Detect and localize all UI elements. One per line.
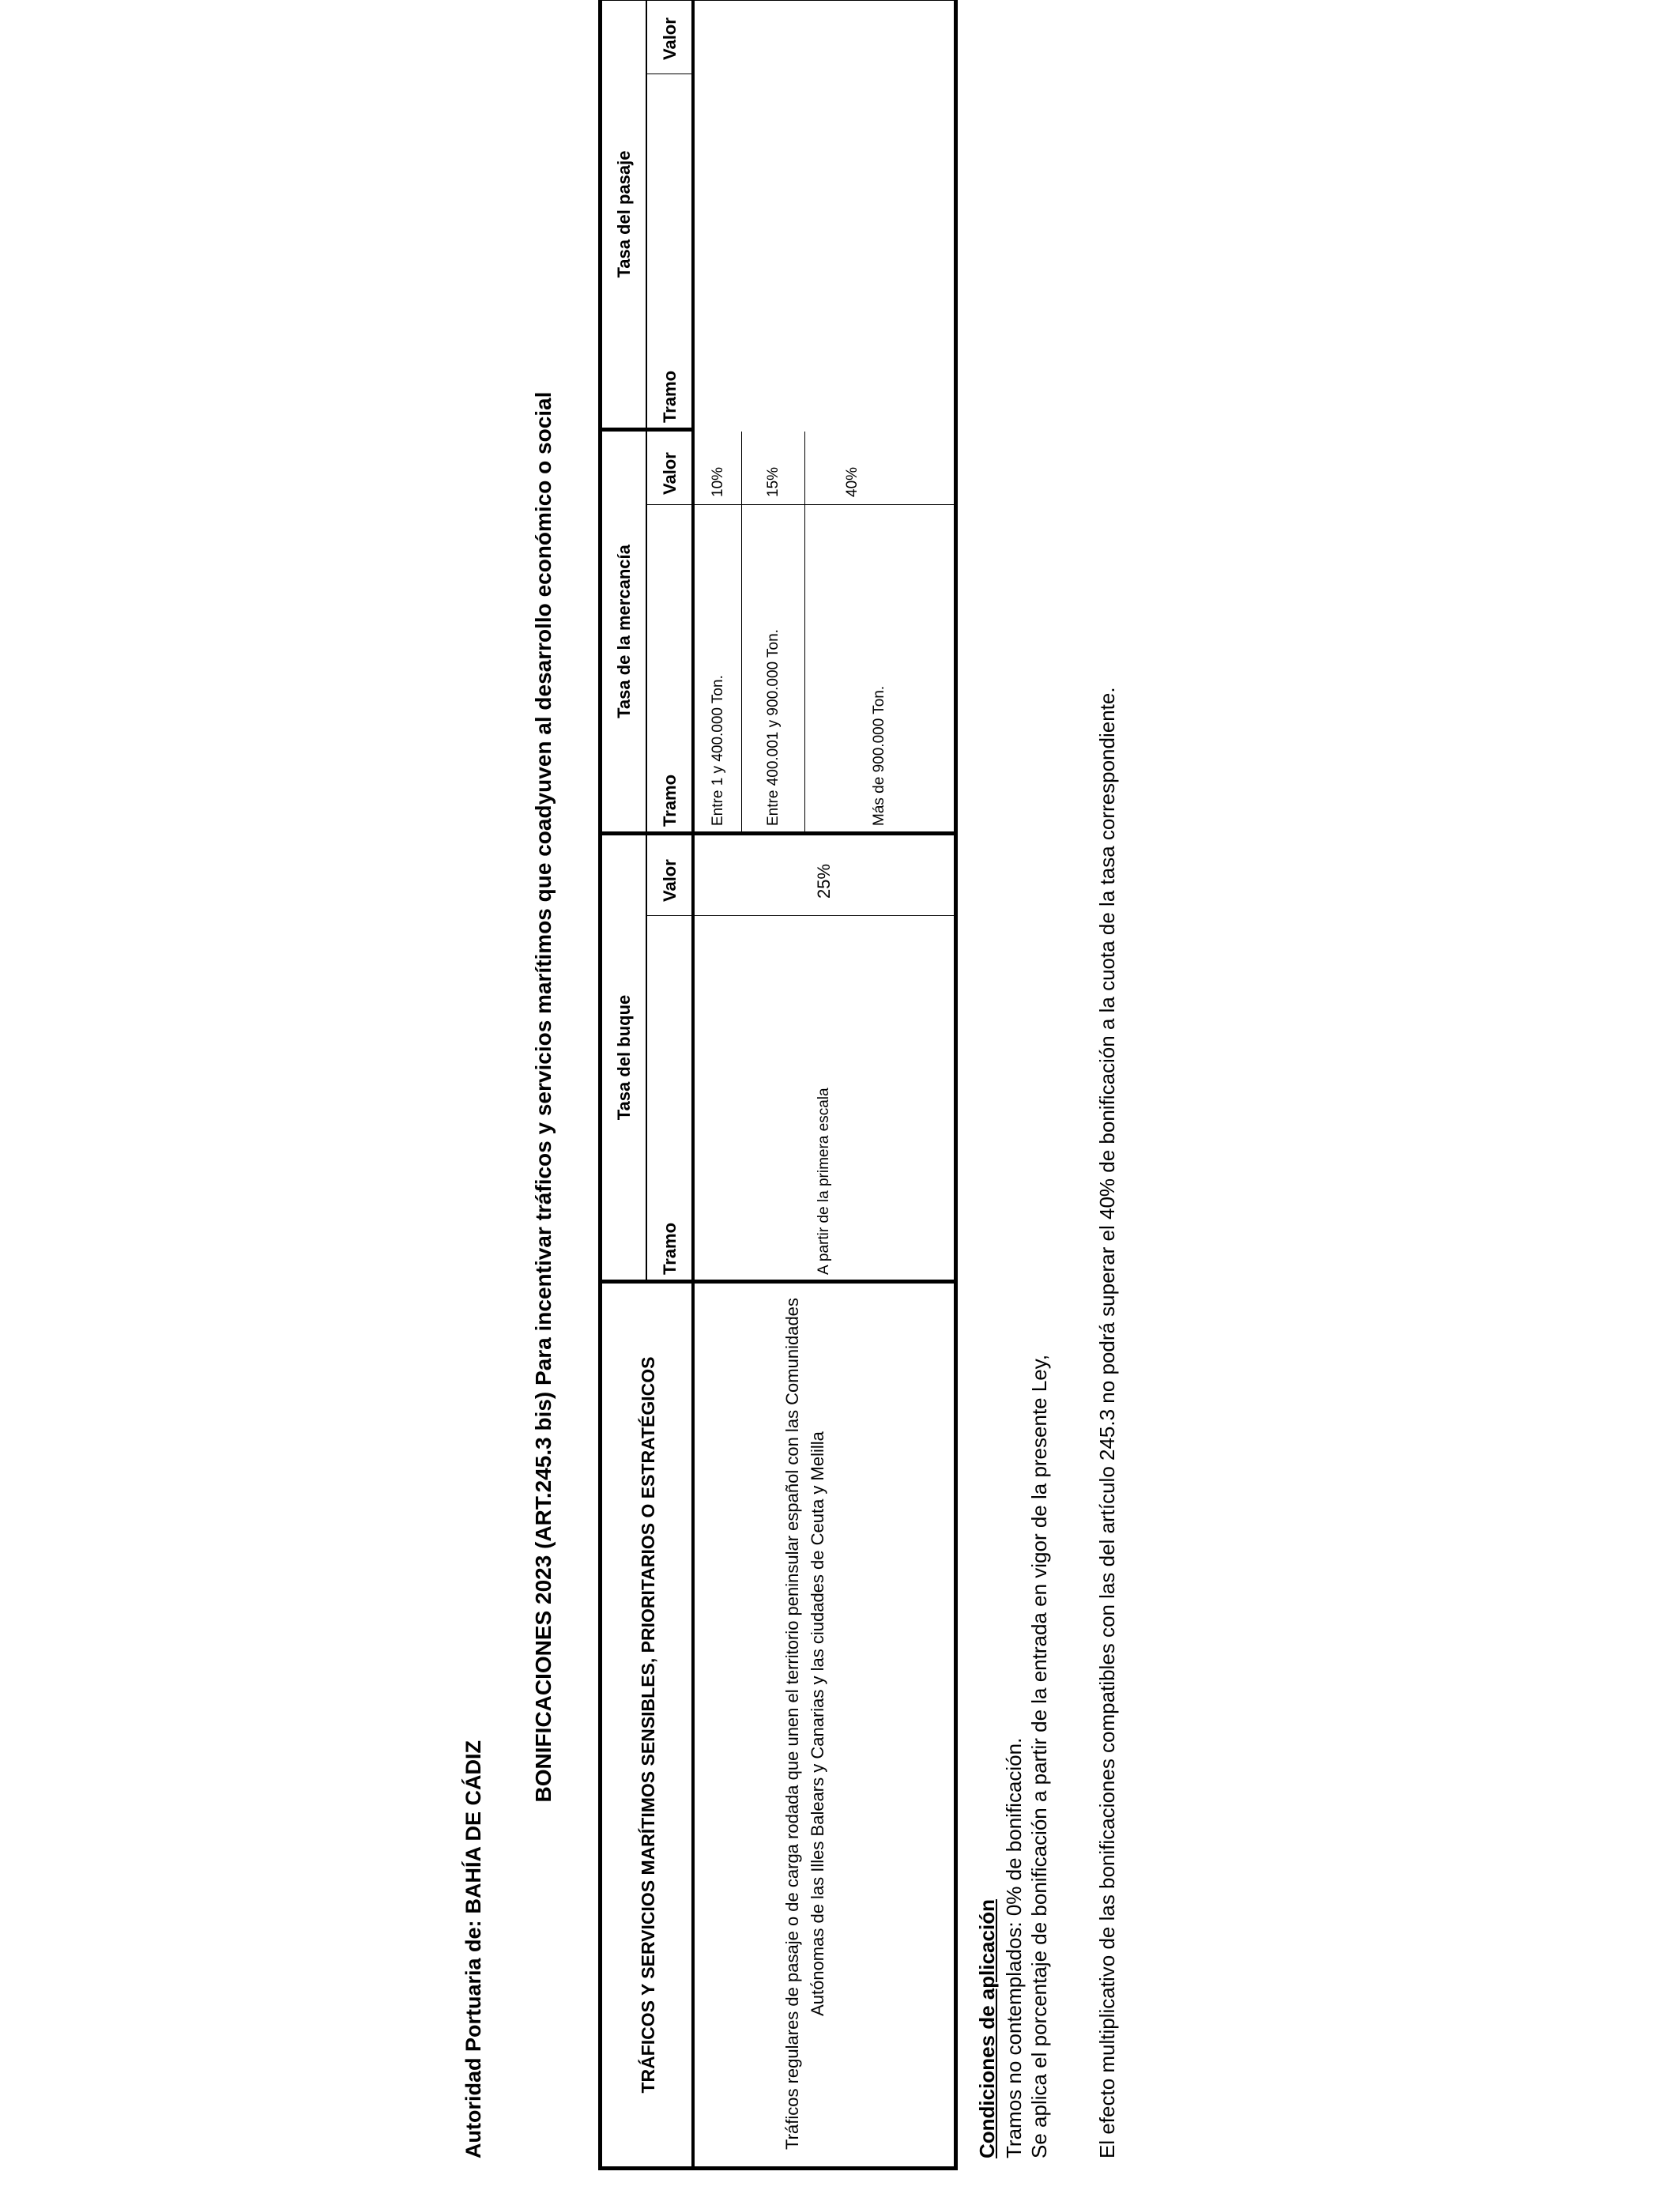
authority-label: Autoridad Portuaria de: [461, 1920, 485, 2158]
bonus-table [598, 0, 958, 2170]
group-title-mercancia: Tasa de la mercancía [613, 545, 634, 718]
mercancia-tramo-header: Tramo [660, 774, 680, 827]
pasaje-valor-header: Valor [660, 17, 680, 60]
group-title-pasaje: Tasa del pasaje [613, 150, 634, 278]
col-header-traficos: TRÁFICOS Y SERVICIOS MARÍTIMOS SENSIBLES, PRIORITARIOS O ESTRATÉGICOS [637, 1356, 658, 2094]
conditions-line-3: El efecto multiplicativo de las bonificaciones compatibles con las del artículo 245.3 no podrá superar el 40% de bonificación a la cuota de la tasa correspondiente. [1095, 687, 1119, 2158]
group-title-buque: Tasa del buque [613, 994, 634, 1121]
buque-valor-value: 25% [814, 863, 834, 899]
table-divider [647, 504, 954, 505]
conditions-line-1: Tramos no contemplados: 0% de bonificación. [1002, 1737, 1026, 2158]
mercancia-valor-1: 10% [709, 466, 726, 497]
conditions-title: Condiciones de aplicación [975, 1899, 999, 2158]
table-divider [646, 1, 647, 1280]
conditions-line-2: Se aplica el porcentaje de bonificación a partir de la entrada en vigor de la presente Ley, [1027, 1354, 1051, 2158]
table-divider [602, 1280, 954, 1284]
traffic-description: Tráficos regulares de pasaje o de carga rodada que unen el territorio peninsular español con las Comunidades Autónomas de las Illes Balears y Canarias y las ciudades de Ceuta y Melilla [782, 1298, 827, 2150]
buque-tramo-header: Tramo [660, 1222, 680, 1275]
mercancia-valor-header: Valor [660, 452, 680, 495]
authority-line [461, 1740, 486, 2158]
pasaje-tramo-header: Tramo [660, 370, 680, 423]
mercancia-tramo-1: Entre 1 y 400.000 Ton. [709, 675, 726, 826]
document-title: BONIFICACIONES 2023 (ART.245.3 bis) Para incentivar tráficos y servicios marítimos que coadyuven al desarrollo económico o social [531, 391, 556, 1803]
buque-valor-header: Valor [660, 859, 680, 902]
mercancia-valor-3: 40% [844, 466, 861, 497]
mercancia-tramo-2: Entre 400.001 y 900.000 Ton. [764, 629, 782, 826]
table-divider [695, 915, 954, 916]
buque-tramo-value: A partir de la primera escala [816, 1088, 832, 1275]
authority-name: BAHÍA DE CÁDIZ [461, 1740, 485, 1914]
table-divider [647, 915, 693, 916]
mercancia-valor-2: 15% [764, 466, 782, 497]
table-divider [602, 831, 954, 835]
mercancia-tramo-3: Más de 900.000 Ton. [871, 685, 887, 826]
table-divider [691, 1, 695, 2166]
